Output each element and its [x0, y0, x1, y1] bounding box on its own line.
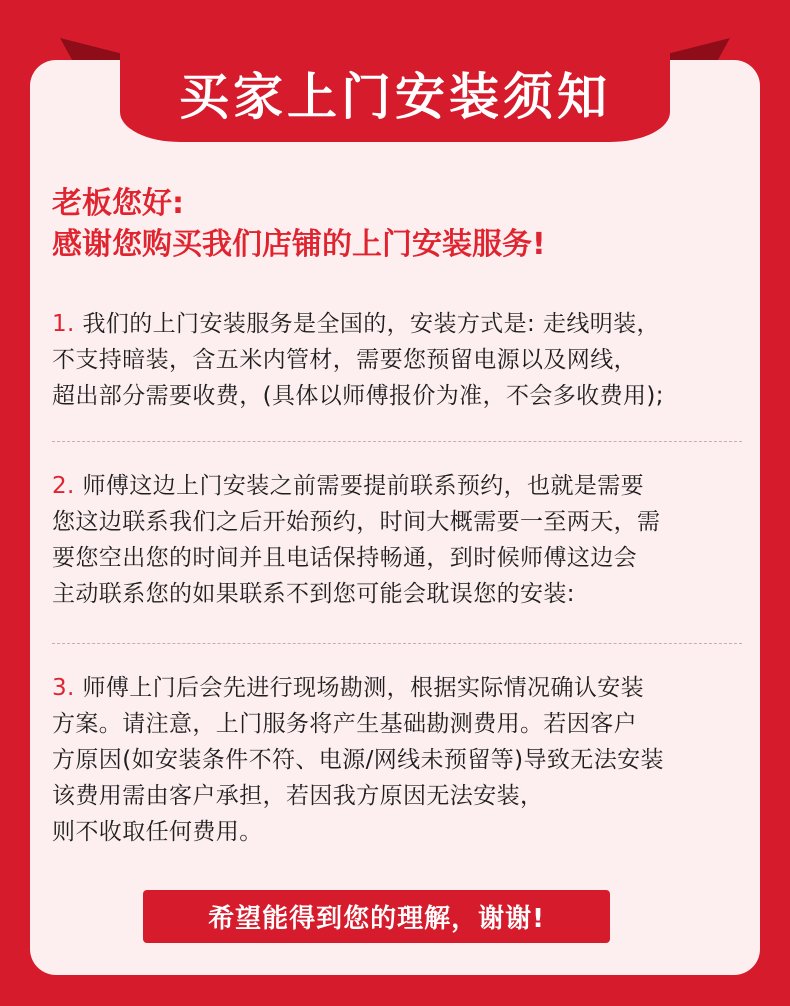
dashed-divider [52, 643, 742, 644]
item-number: 2. [52, 473, 75, 499]
item-text-line: 师傅这边上门安装之前需要提前联系预约，也就是需要 [74, 473, 645, 499]
item-number: 3. [52, 675, 75, 701]
title-banner [120, 45, 670, 142]
item-text-line: 您这边联系我们之后开始预约，时间大概需要一至两天，需 [52, 509, 661, 535]
item-text-line: 我们的上门安装服务是全国的，安装方式是: 走线明装， [74, 311, 660, 337]
page-title: 买家上门安装须知 [179, 67, 611, 126]
item-text-line: 不支持暗装，含五米内管材，需要您预留电源以及网线， [52, 347, 637, 373]
dashed-divider [52, 441, 742, 442]
item-text-line: 方案。请注意，上门服务将产生基础勘测费用。若因客户 [52, 711, 637, 737]
item-text-line: 该费用需由客户承担，若因我方原因无法安装， [52, 783, 544, 809]
greeting [52, 183, 752, 265]
notice-item-2 [52, 468, 752, 612]
item-text-line: 方原因(如安装条件不符、电源/网线未预留等)导致无法安装 [52, 747, 664, 773]
item-text-line: 主动联系您的如果联系不到您可能会耽误您的安装: [52, 581, 575, 607]
item-text-line: 则不收取任何费用。 [52, 819, 263, 845]
greeting-line-2: 感谢您购买我们店铺的上门安装服务! [52, 227, 546, 262]
thanks-message: 希望能得到您的理解，谢谢! [208, 904, 545, 934]
item-text-line: 超出部分需要收费，(具体以师傅报价为准，不会多收费用); [52, 383, 664, 409]
greeting-line-1: 老板您好: [52, 186, 184, 221]
item-number: 1. [52, 311, 75, 337]
item-text-line: 要您空出您的时间并且电话保持畅通，到时候师傅这边会 [52, 545, 637, 571]
notice-item-3 [52, 670, 752, 850]
notice-item-1 [52, 306, 752, 414]
thanks-banner [143, 890, 610, 943]
item-text-line: 师傅上门后会先进行现场勘测，根据实际情况确认安装 [74, 675, 645, 701]
